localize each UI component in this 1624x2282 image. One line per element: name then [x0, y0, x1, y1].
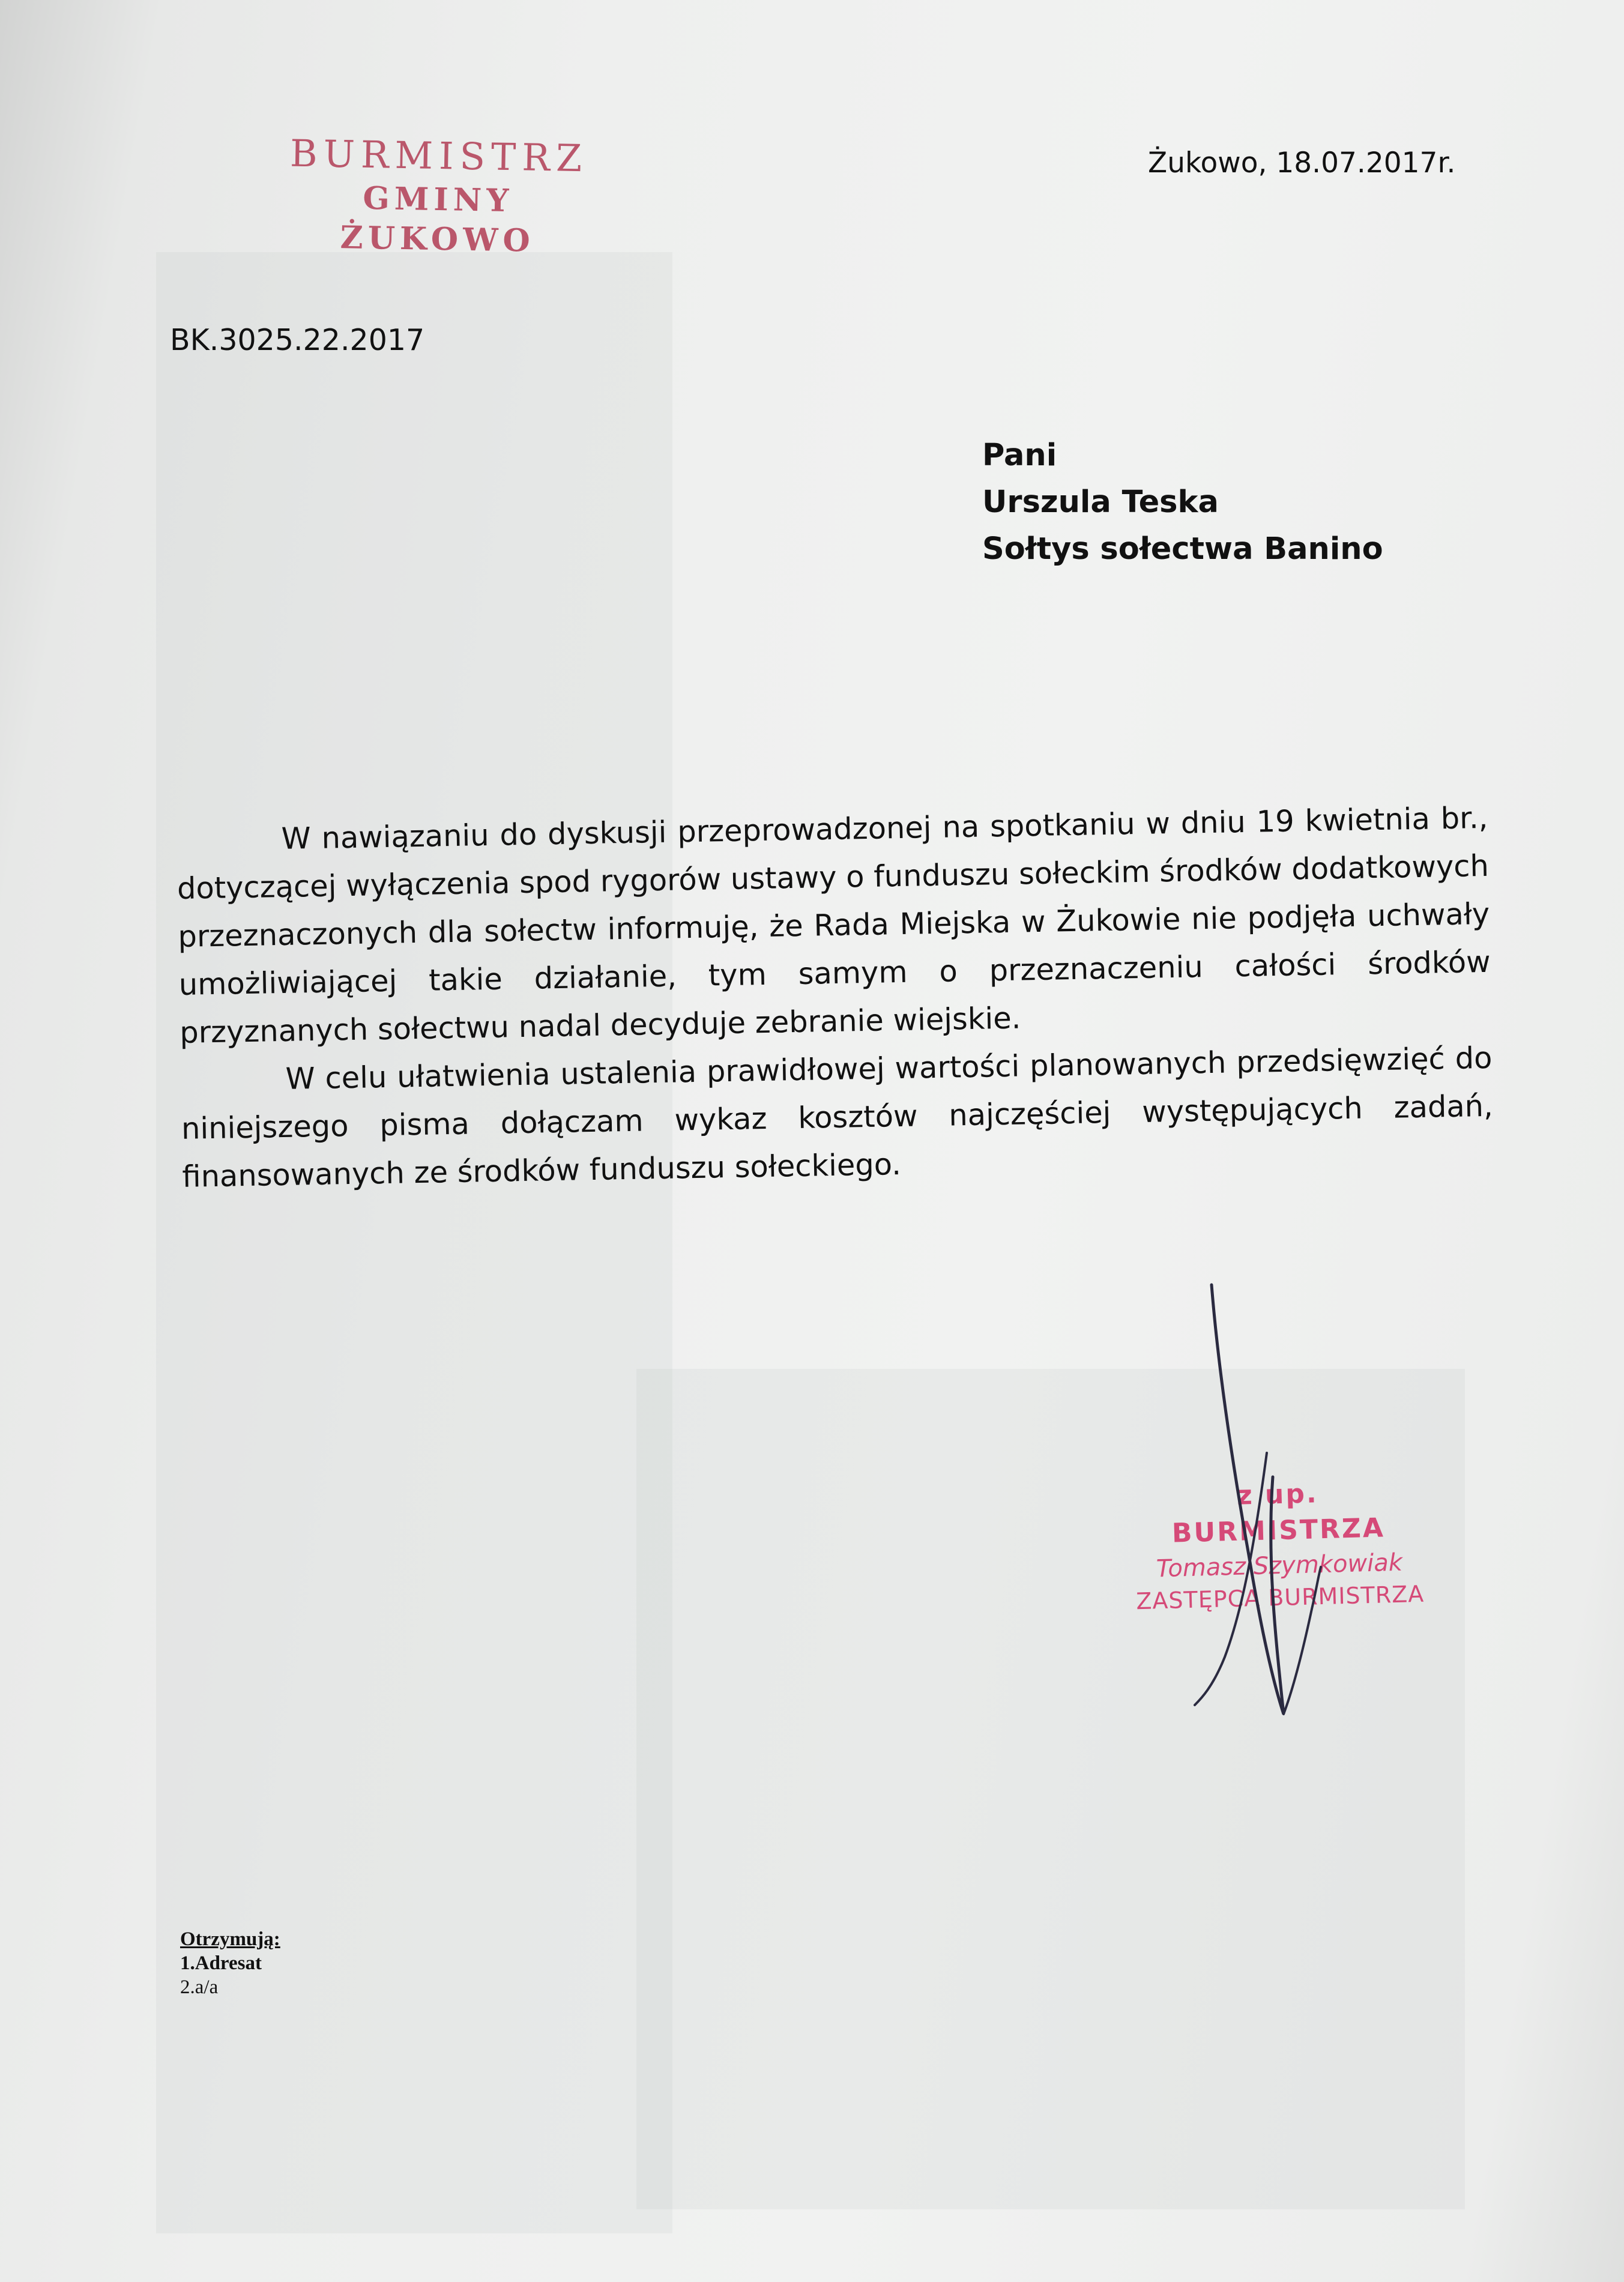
stamp-title: BURMISTRZ: [289, 131, 588, 181]
recipient-item: 2.a/a: [180, 1976, 219, 1998]
recipient-item: 1.Adresat: [180, 1952, 262, 1974]
burmistrz-header-stamp: [281, 129, 596, 262]
body-paragraph-2: W celu ułatwienia ustalenia prawidłowej wartości planowanych przedsięwzięć do niniejszego pisma dołączam wykaz kosztów najczęściej występujących zadań, finansowanych ze środków funduszu sołeckiego.: [181, 1040, 1494, 1194]
signature-stamp-title: ZASTĘPCA BURMISTRZA: [1135, 1580, 1425, 1615]
recipients-heading: Otrzymują:: [180, 1928, 280, 1950]
reference-number: BK.3025.22.2017: [170, 323, 425, 357]
letter-body: [176, 794, 1494, 1201]
addressee-title: Sołtys sołectwa Banino: [982, 531, 1383, 567]
addressee-salutation: Pani: [982, 438, 1057, 473]
signature-stamp-authority: z up. BURMISTRZA: [1171, 1478, 1386, 1549]
recipients-list: [180, 1927, 280, 1999]
body-paragraph-1: W nawiązaniu do dyskusji przeprowadzonej na spotkaniu w dniu 19 kwietnia br., dotyczącej wyłączenia spod rygorów ustawy o funduszu sołeckim środków dodatkowych przeznaczonych dla sołectw informuję, że Rada Miejska w Żukowie nie podjęła uchwały umożliwiającej takie działanie, tym samym o przeznaczeniu całości środków przyznanych sołectwu nadal decyduje zebranie wiejskie.: [177, 800, 1491, 1050]
addressee-name: Urszula Teska: [982, 484, 1219, 520]
letter-date: Żukowo, 18.07.2017r.: [1148, 146, 1456, 180]
stamp-subtitle: GMINY ŻUKOWO: [340, 180, 536, 259]
handwritten-signature: [1177, 1273, 1357, 1729]
addressee-block: [982, 432, 1383, 573]
signature-stamp-name: Tomasz Szymkowiak: [1156, 1548, 1403, 1583]
